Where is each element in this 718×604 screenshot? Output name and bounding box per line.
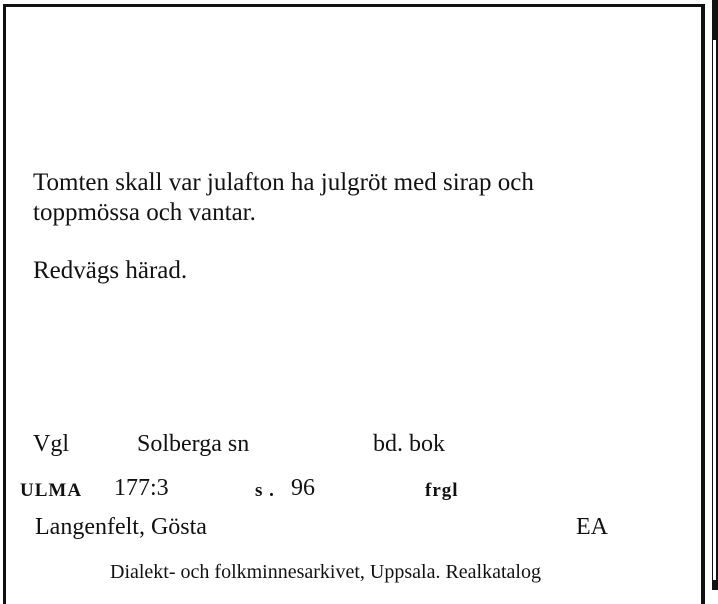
archive-label: ULMA — [20, 480, 83, 501]
collector-name: Langenfelt, Gösta — [35, 514, 207, 540]
card-edge-gap — [713, 40, 716, 580]
parish-label: Solberga sn — [137, 431, 250, 457]
landskap-label: Vgl — [33, 431, 69, 457]
page-number: 96 — [291, 475, 315, 501]
record-text-line-2: toppmössa och vantar. — [33, 199, 256, 226]
category-label: frgl — [425, 480, 459, 501]
record-text-line-1: Tomten skall var julafton ha julgröt med sirap och — [33, 169, 534, 196]
district-label: Redvägs härad. — [33, 257, 188, 284]
code-label: EA — [576, 514, 608, 540]
record-number: 177:3 — [114, 475, 169, 501]
format-label: bd. bok — [373, 431, 445, 457]
page-label: s . — [255, 480, 275, 501]
archive-footer: Dialekt- och folkminnesarkivet, Uppsala. Realkatalog — [110, 561, 541, 583]
